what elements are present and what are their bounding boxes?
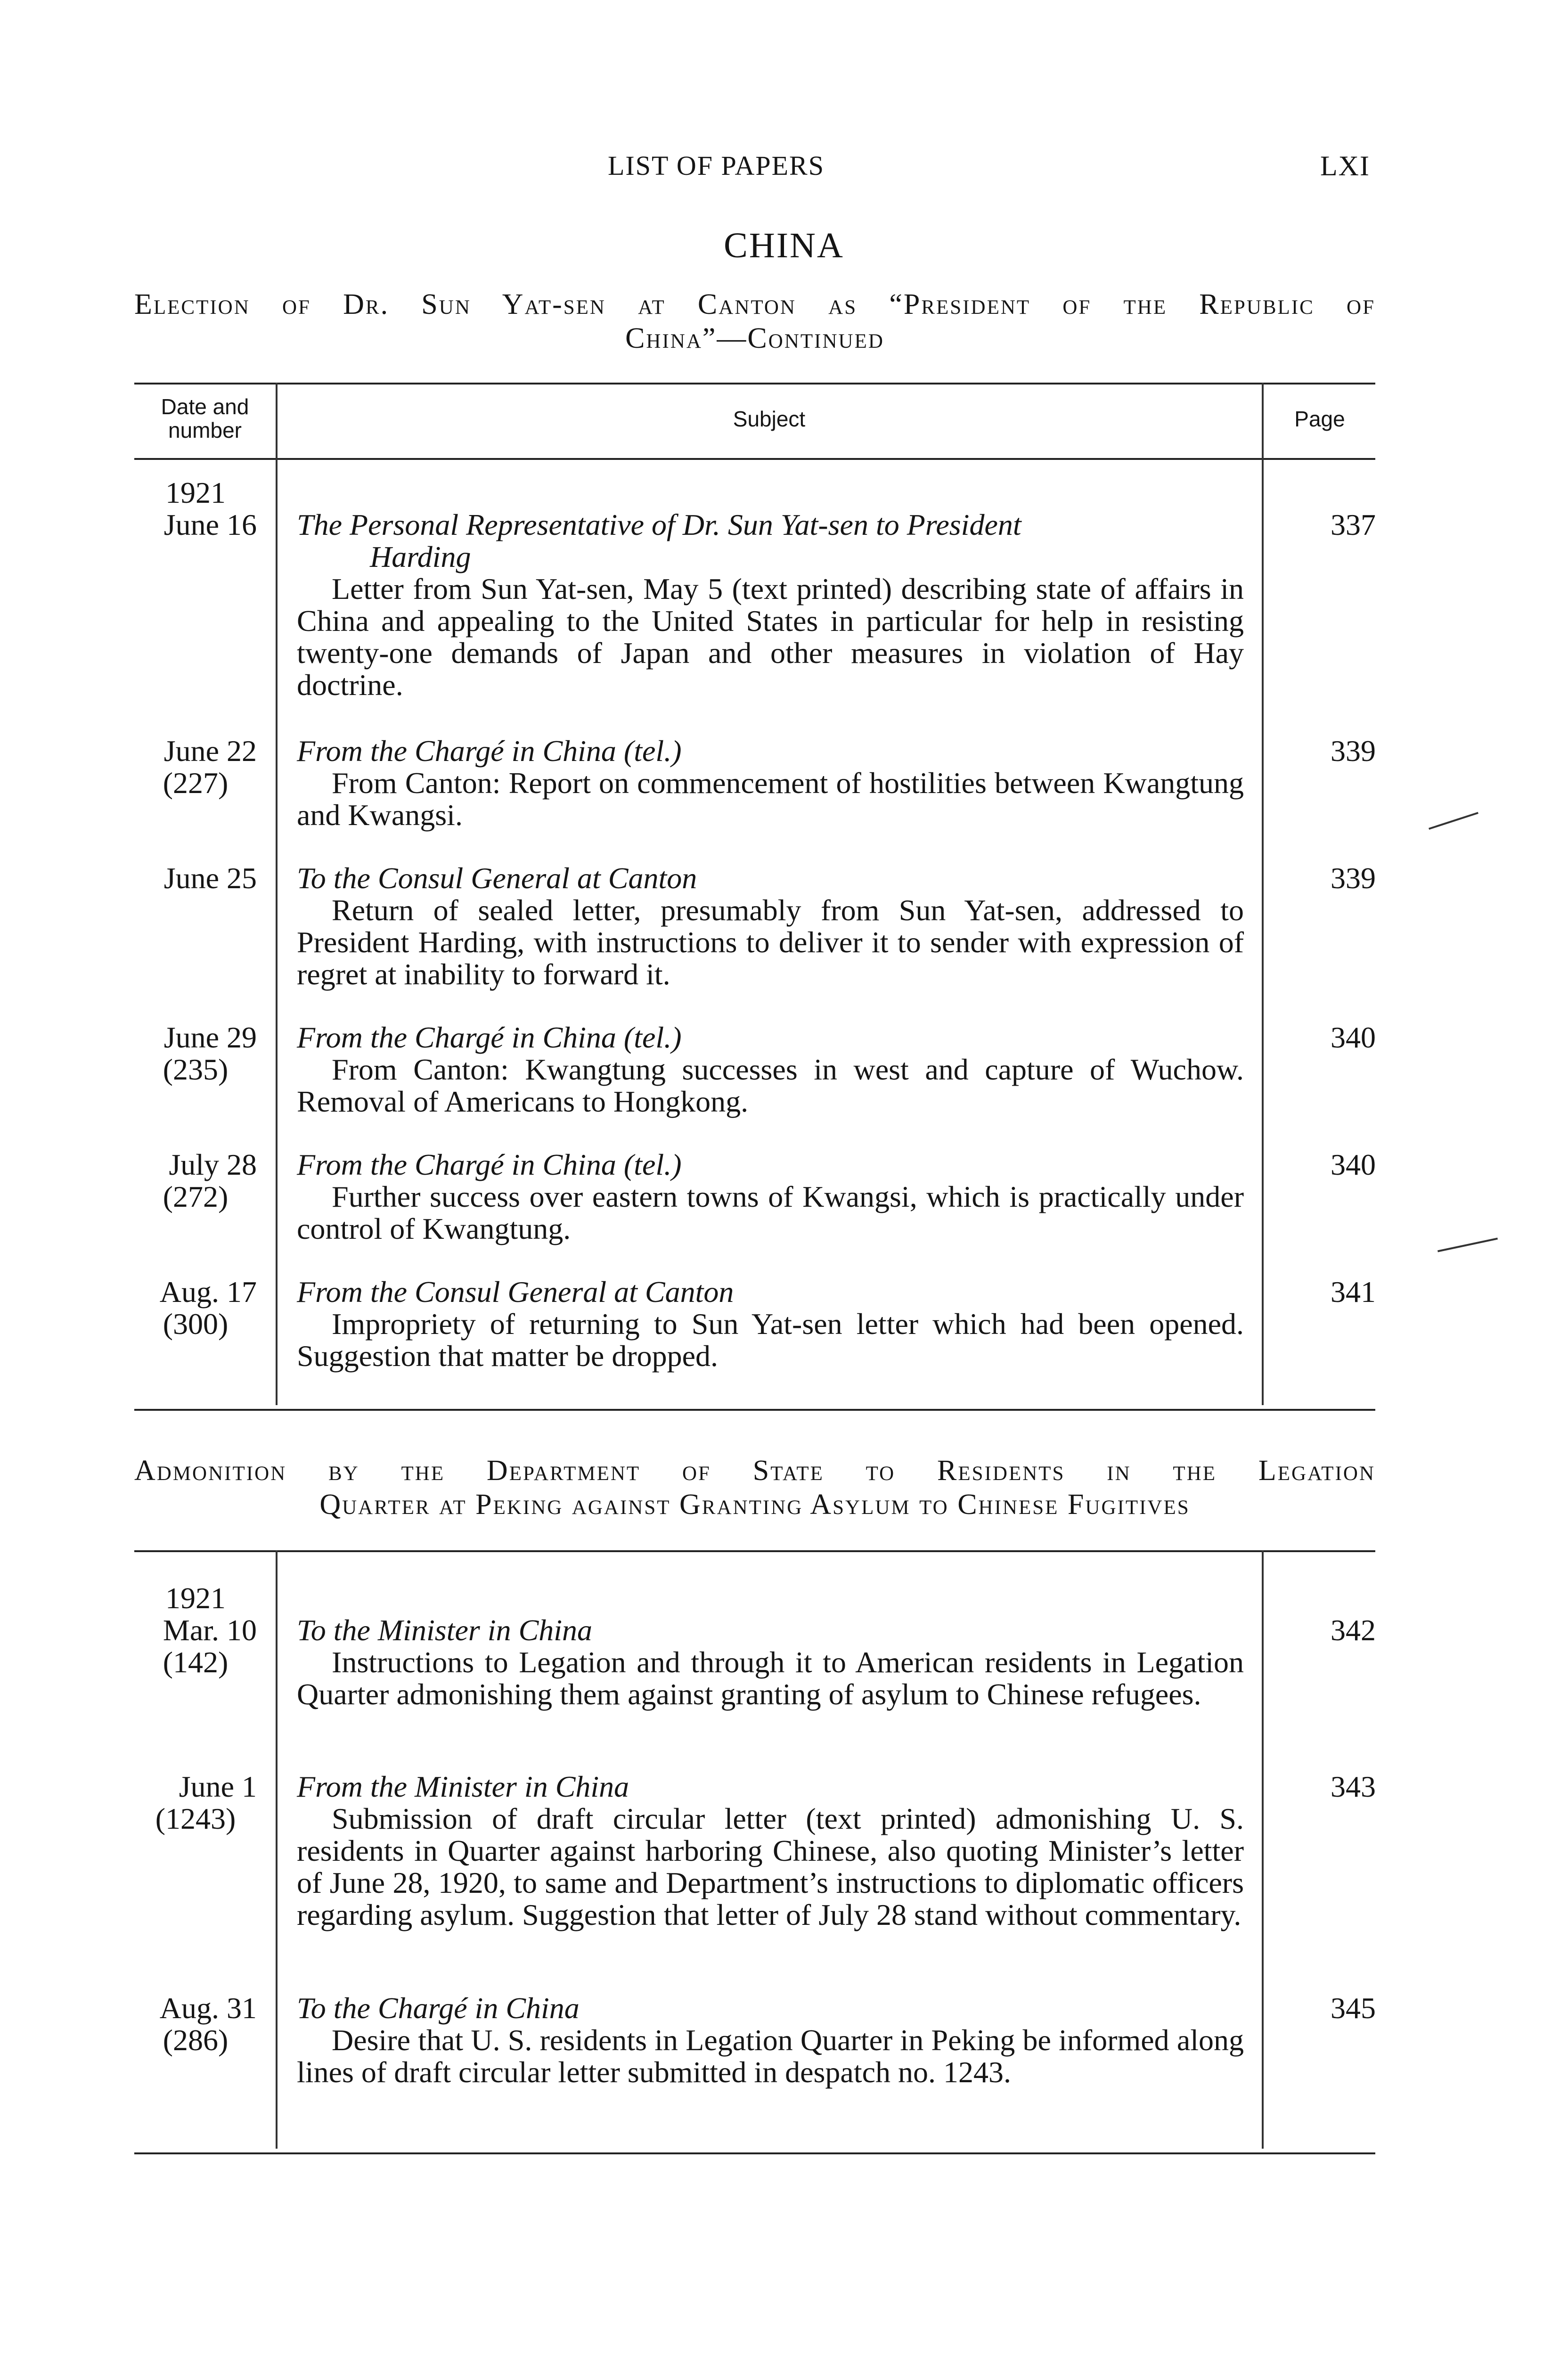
entry-page: 339 [1331, 861, 1376, 895]
entry-date: Aug. 17 [159, 1275, 257, 1309]
entry-heading: The Personal Representative of Dr. Sun Yat-sen to President [297, 508, 1021, 541]
table-2-top-rule [134, 1550, 1375, 1552]
entry-summary: Impropriety of returning to Sun Yat-sen letter which had been opened. Suggestion that matter be dropped. [297, 1307, 1244, 1373]
entry-date: June 22 [163, 734, 257, 768]
entry-page: 339 [1331, 734, 1376, 768]
entry-subject [297, 1771, 1244, 1931]
entry-heading: To the Minister in China [297, 1613, 593, 1647]
entry-page: 340 [1331, 1148, 1376, 1181]
entry-date: June 16 [163, 508, 257, 541]
table-1-column-divider-2 [1262, 383, 1264, 1405]
entry-number: (286) [163, 2023, 229, 2057]
table-1-column-divider-1 [276, 383, 278, 1405]
section-1-title-line-2: China”—Continued [625, 322, 884, 354]
margin-pencil-mark [1429, 812, 1478, 830]
section-2-title-line-1: Admonition by the Department of State to Residents in the Legation [134, 1455, 1375, 1487]
entry-number: (272) [163, 1180, 229, 1213]
entry-heading: From the Chargé in China (tel.) [297, 1148, 682, 1181]
entry-summary: Further success over eastern towns of Kwangsi, which is practically under control of Kwangtung. [297, 1180, 1244, 1245]
running-title: LIST OF PAPERS [608, 150, 825, 181]
table-2-bottom-rule [134, 2152, 1375, 2154]
table-1-header-rule [134, 458, 1375, 460]
entry-summary: Desire that U. S. residents in Legation Quarter in Peking be informed along lines of draft circular letter submitted in despatch no. 1243. [297, 2023, 1244, 2089]
entry-summary: Submission of draft circular letter (text printed) admonishing U. S. residents in Quarter against harboring Chinese, also quoting Minister’s letter of June 28, 1920, to same and Department’s instructions to diplomatic officers regarding asylum. Suggestion that letter of July 28 stand without commentary. [297, 1802, 1244, 1931]
section-1-title [134, 287, 1375, 355]
entry-number: (142) [163, 1645, 229, 1679]
entry-page: 345 [1331, 1991, 1376, 2025]
page-number-roman: LXI [1320, 150, 1370, 181]
margin-pencil-mark [1437, 1238, 1498, 1252]
table-1-top-rule [134, 383, 1375, 384]
entry-heading: To the Chargé in China [297, 1991, 580, 2025]
entry-heading: To the Consul General at Canton [297, 861, 697, 895]
country-heading: CHINA [724, 226, 844, 265]
entry-subject [297, 862, 1244, 990]
entry-summary: Return of sealed letter, presumably from Sun Yat-sen, addressed to President Harding, with instructions to deliver it to sender with expression of regret at inability to forward it. [297, 893, 1244, 991]
column-header-subject: Subject [733, 407, 806, 431]
entry-number: (227) [163, 766, 229, 800]
table-2-column-divider-2 [1262, 1550, 1264, 2149]
entry-page: 343 [1331, 1770, 1376, 1803]
column-header-page: Page [1294, 407, 1345, 431]
entry-date: Mar. 10 [163, 1613, 257, 1647]
entry-date: Aug. 31 [159, 1991, 257, 2025]
entry-heading: From the Consul General at Canton [297, 1275, 734, 1309]
entry-date: July 28 [169, 1148, 257, 1181]
entry-date: June 25 [163, 861, 257, 895]
entry-subject [297, 1614, 1244, 1710]
entry-heading: From the Minister in China [297, 1770, 629, 1803]
entry-heading-continued: Harding [370, 540, 471, 573]
year-label: 1921 [165, 476, 226, 509]
entry-number: (235) [163, 1053, 229, 1086]
entry-page: 342 [1331, 1613, 1376, 1647]
entry-date: June 1 [179, 1770, 257, 1803]
entry-subject [297, 1022, 1244, 1118]
entry-subject [297, 735, 1244, 831]
entry-heading: From the Chargé in China (tel.) [297, 1021, 682, 1054]
entry-subject [297, 509, 1244, 701]
entry-page: 341 [1331, 1275, 1376, 1309]
column-header-date: Date and number [161, 394, 249, 442]
entry-page: 340 [1331, 1021, 1376, 1054]
entry-summary: Instructions to Legation and through it to American residents in Legation Quarter admonishing them against granting of asylum to Chinese refugees. [297, 1645, 1244, 1711]
entry-date: June 29 [163, 1021, 257, 1054]
entry-subject [297, 1149, 1244, 1245]
entry-subject [297, 1992, 1244, 2088]
table-2-column-divider-1 [276, 1550, 278, 2149]
section-2-title-line-2: Quarter at Peking against Granting Asylum to Chinese Fugitives [319, 1489, 1190, 1521]
entry-number: (300) [163, 1307, 229, 1341]
entry-number: (1243) [155, 1802, 236, 1835]
entry-heading: From the Chargé in China (tel.) [297, 734, 682, 768]
entry-summary: Letter from Sun Yat-sen, May 5 (text printed) describing state of affairs in China and appealing to the United States in particular for help in resisting twenty-one demands of Japan and other measures in violation of Hay doctrine. [297, 572, 1244, 702]
entry-subject [297, 1276, 1244, 1372]
year-label: 1921 [165, 1581, 226, 1615]
section-1-title-line-1: Election of Dr. Sun Yat-sen at Canton as “President of the Republic of [134, 288, 1375, 320]
entry-page: 337 [1331, 508, 1376, 541]
entry-summary: From Canton: Report on commencement of hostilities between Kwangtung and Kwangsi. [297, 766, 1244, 832]
section-2-title [134, 1454, 1375, 1522]
table-1-bottom-rule [134, 1409, 1375, 1411]
entry-summary: From Canton: Kwangtung successes in west and capture of Wuchow. Removal of Americans to Hongkong. [297, 1053, 1244, 1118]
